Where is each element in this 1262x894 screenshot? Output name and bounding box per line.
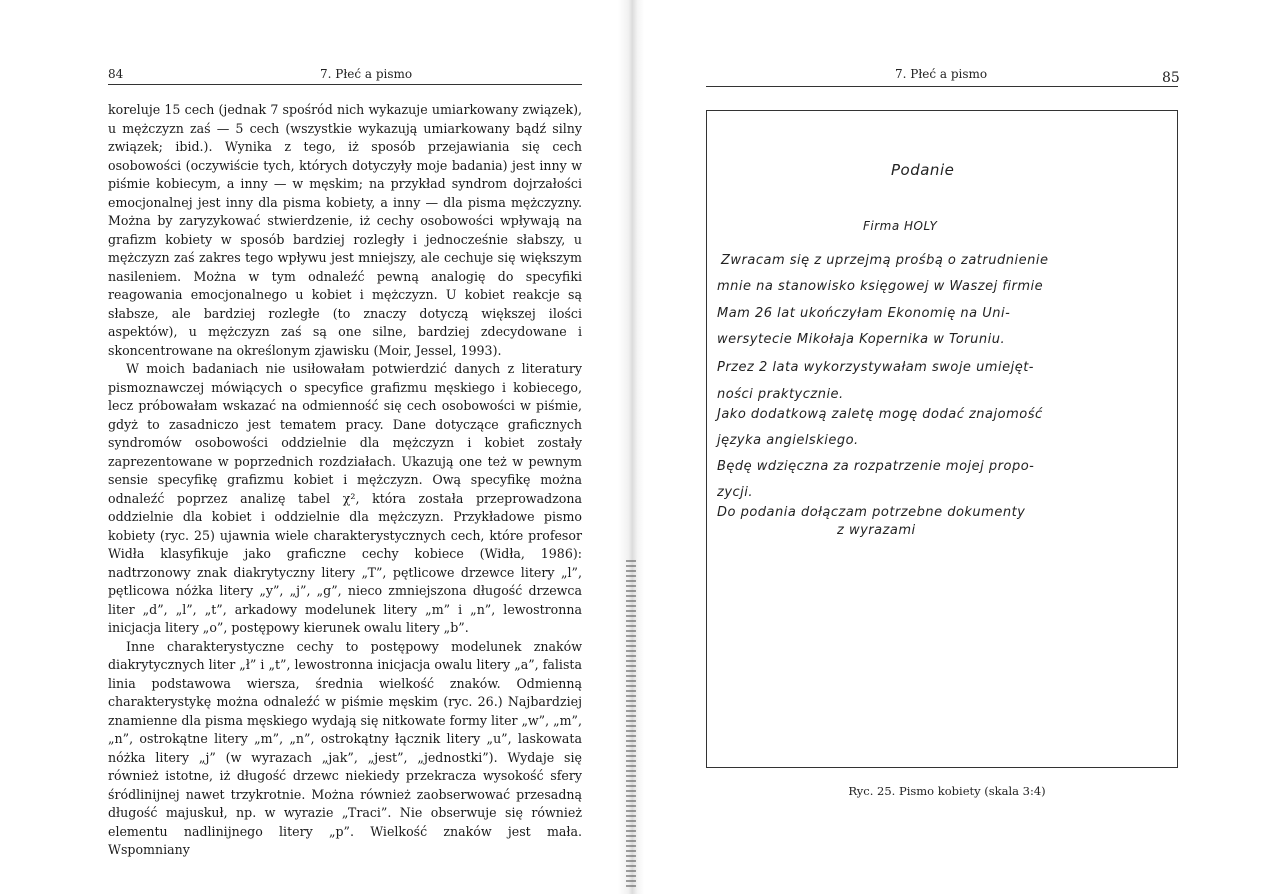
hw-line-company: Firma HOLY	[863, 219, 938, 233]
hw-line-3: Zwracam się z uprzejmą prośbą o zatrudnienie	[721, 253, 1049, 268]
hw-line-5: Mam 26 lat ukończyłam Ekonomię na Uni-	[717, 306, 1011, 321]
hw-line-7: Przez 2 lata wykorzystywałam swoje umiejęt-	[717, 360, 1034, 375]
page-number-left: 84	[108, 67, 124, 81]
hw-line-14: z wyrazami	[837, 523, 916, 538]
hw-line-4: mnie na stanowisko księgowej w Waszej firmie	[717, 279, 1044, 294]
hw-line-8: ności praktycznie.	[717, 387, 844, 402]
hw-line-10: języka angielskiego.	[717, 433, 859, 448]
hw-line-title: Podanie	[891, 161, 955, 179]
header-rule-left	[108, 84, 582, 85]
hw-line-12: zycji.	[717, 485, 754, 500]
paragraph-1: koreluje 15 cech (jednak 7 spośród nich wykazuje umiarkowany związek), u mężczyzn zaś — 5 cech (wszystkie wykazują umiarkowany bądź silny związek; ibid.). Wynika z tego, iż sposób przejawiania się cech osobowości (oczywiście tych, których dotyczyły moje badania) jest inny w piśmie kobiecym, a inny — w męskim; na przykład syndrom dojrzałości emocjonalnej jest inny dla pisma kobiety, a inny — dla pisma mężczyzny. Można by zaryzykować stwierdzenie, iż cechy osobowości wpływają na grafizm kobiety w sposób bardziej rozległy i jednocześnie słabszy, u mężczyzn zaś zakres tego wpływu jest mniejszy, ale cechuje się większym nasileniem. Można w tym odnaleźć pewną analogię do specyfiki reagowania emocjonalnego u kobiet i mężczyzn. U kobiet reakcje są słabsze, ale bardziej rozległe (to znaczy dotyczą większej ilości aspektów), u mężczyzn zaś są one silne, bardziej zdecydowane i skoncentrowane na określonym zjawisku (Moir, Jessel, 1993).	[108, 102, 582, 358]
hw-line-9: Jako dodatkową zaletę mogę dodać znajomość	[717, 407, 1043, 422]
handwriting-figure	[706, 110, 1178, 768]
paragraph-3: Inne charakterystyczne cechy to postępowy modelunek znaków diakrytycznych liter „ł” i „t”, lewostronna inicjacja owalu litery „a”, falista linia podstawowa wiersza, średnia wielkość znaków. Odmienną charakterystykę można odnaleźć w piśmie męskim (ryc. 26.) Najbardziej znamienne dla pisma męskiego wydają się nitkowate formy liter „w”, „m”, „n”, ostrokątne litery „m”, „n”, ostrokątny łącznik litery „u”, laskowata nóżka litery „j” (w wyrazach „jak”, „jest”, „jednostki”). Wydaje się również istotne, iż długość drzewc niekiedy przekracza wysokość sfery śródlinijnej nawet trzykrotnie. Można również zaobserwować przesadną długość majuskuł, np. w wyrazie „Traci”. Nie obserwuje się również elementu nadlinijnego litery „p”. Wielkość znaków jest mała. Wspomniany	[108, 638, 582, 857]
body-text	[108, 101, 582, 860]
figure-caption: Ryc. 25. Pismo kobiety (skala 3:4)	[848, 784, 1046, 798]
running-header-right: 7. Płeć a pismo	[895, 67, 988, 81]
paragraph-2: W moich badaniach nie usiłowałam potwierdzić danych z literatury pismoznawczej mówiących o specyfice grafizmu męskiego i kobiecego, lecz próbowałam wskazać na odmienność się cech osobowości w piśmie, gdyż to zasadniczo jest tematem pracy. Dane dotyczące graficznych syndromów osobowości oddzielnie dla mężczyzn i kobiet zostały zaprezentowane w poprzednich rozdziałach. Ukazują one też w pewnym sensie specyfikę grafizmu kobiet i mężczyzn. Ową specyfikę można odnaleźć poprzez analizę tabel χ², która została przeprowadzona oddzielnie dla kobiet i oddzielnie dla mężczyzn. Przykładowe pismo kobiety (ryc. 25) ujawnia wiele charakterystycznych cech, które profesor Widła klasyfikuje jako graficzne cechy kobiece (Widła, 1986): nadtrzonowy znak diakrytyczny litery „T”, pętlicowe drzewce litery „l”, pętlicowa nóżka litery „y”, „j”, „g”, nieco zmniejszona długość drzewca liter „d”, „l”, „t”, arkadowy modelunek litery „m” i „n”, lewostronna inicjacja litery „o”, postępowy kierunek owalu litery „b”.	[108, 361, 582, 635]
page-number-right: 85	[1162, 70, 1180, 86]
left-page	[0, 0, 630, 894]
running-header-left: 7. Płeć a pismo	[320, 67, 413, 81]
hw-line-6: wersytecie Mikołaja Kopernika w Toruniu.	[717, 332, 1006, 347]
hw-line-11: Będę wdzięczna za rozpatrzenie mojej propo-	[717, 459, 1035, 474]
header-rule-right	[706, 86, 1178, 87]
hw-line-13: Do podania dołączam potrzebne dokumenty	[717, 505, 1026, 520]
